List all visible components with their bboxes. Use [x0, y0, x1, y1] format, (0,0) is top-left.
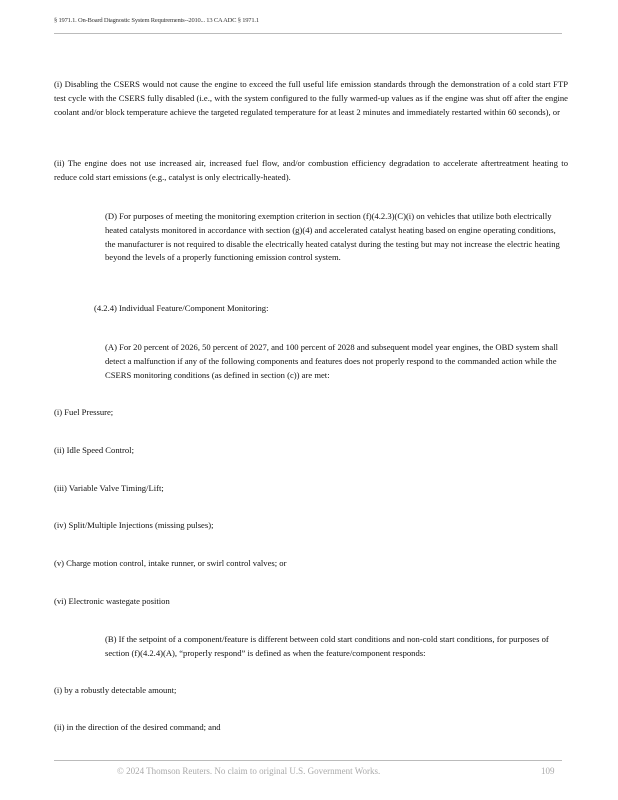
paragraph-a-obd-detect: (A) For 20 percent of 2026, 50 percent of 2027, and 100 percent of 2028 and subsequent model year engines, the OBD system shall detect a malfunction if any of the following components and features does not properly respond to the commanded action while the CSERS monitoring conditions (as defined in section (c)) are met: — [105, 342, 558, 380]
list-item: (v) Charge motion control, intake runner, or swirl control valves; or — [54, 558, 287, 568]
paragraph-engine-no-increased-air: (ii) The engine does not use increased air, increased fuel flow, and/or combustion efficiency degradation to accelerate aftertreatment heating to reduce cold start emissions (e.g., catalyst is only electrically-heated). — [54, 158, 568, 182]
footer-rule — [54, 760, 562, 761]
paragraph-b-setpoint: (B) If the setpoint of a component/feature is different between cold start conditions and non-cold start conditions, for purposes of section (f)(4.2.4)(A), “properly respond” is defined as when the feature/component responds: — [105, 634, 549, 658]
running-header: § 1971.1. On-Board Diagnostic System Requirements--2010... 13 CA ADC § 1971.1 — [54, 17, 259, 24]
list-item: (i) by a robustly detectable amount; — [54, 685, 177, 695]
paragraph-d-monitoring-exemption: (D) For purposes of meeting the monitoring exemption criterion in section (f)(4.2.3)(C)(i) on vehicles that utilize both electrically heated catalysts monitored in accordance with section (g)(4) and accelerated catalyst heating based on engine operating conditions, the manufacturer is not required to disable the electrically heated catalyst during the testing but may not increase the electric heating beyond the levels of a properly functioning emission control system. — [105, 211, 560, 263]
list-item: (vi) Electronic wastegate position — [54, 596, 170, 606]
copyright-notice: © 2024 Thomson Reuters. No claim to original U.S. Government Works. — [117, 766, 381, 776]
list-item: (ii) Idle Speed Control; — [54, 445, 134, 455]
page-number: 109 — [541, 766, 555, 776]
section-heading-4-2-4: (4.2.4) Individual Feature/Component Monitoring: — [94, 303, 269, 313]
list-item: (i) Fuel Pressure; — [54, 407, 114, 417]
list-item: (ii) in the direction of the desired command; and — [54, 722, 221, 732]
header-rule — [54, 33, 562, 34]
list-item: (iii) Variable Valve Timing/Lift; — [54, 483, 164, 493]
paragraph-disabling-csers: (i) Disabling the CSERS would not cause the engine to exceed the full useful life emission standards through the demonstration of a cold start FTP test cycle with the CSERS fully disabled (i.e., with the system configured to the fully warmed-up values as if the engine was shut off after the engine coolant and/or block temperature achieve the targeted regulated temperature for at least 2 minutes and immediately restarted within 60 seconds), or — [54, 79, 568, 117]
list-item: (iv) Split/Multiple Injections (missing pulses); — [54, 520, 214, 530]
